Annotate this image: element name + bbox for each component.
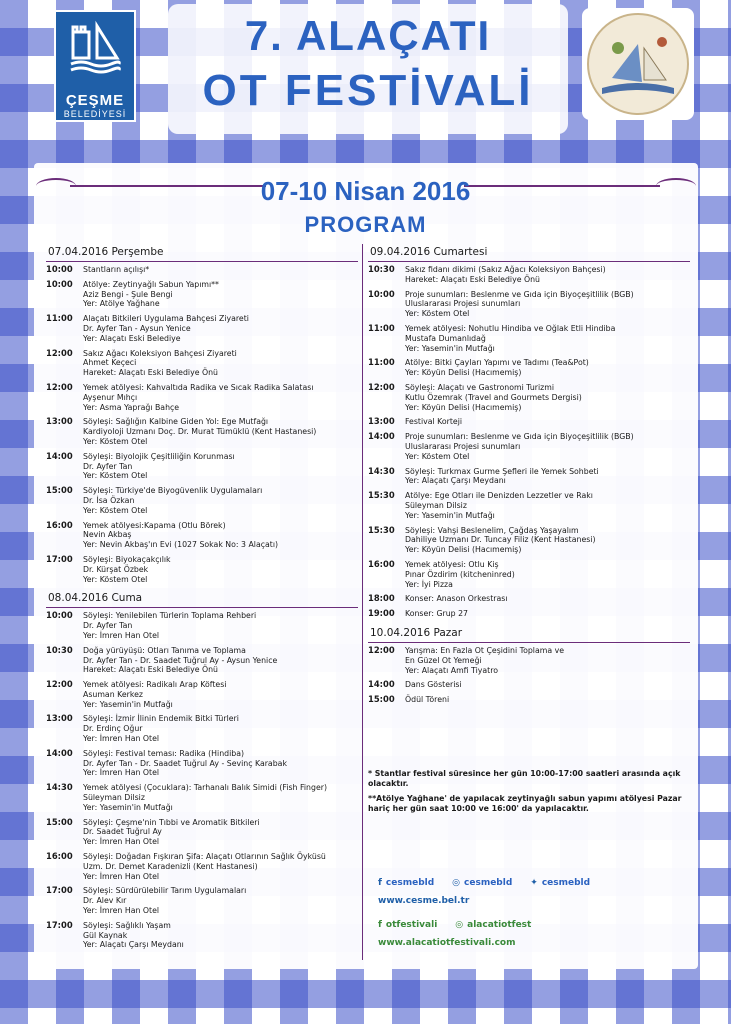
event-line: Yer: Yasemin'in Mutfağı: [83, 699, 173, 709]
social-handle: cesmebld: [541, 878, 591, 888]
social-item[interactable]: [530, 878, 590, 888]
festival-title-line-2: OT FESTİVALİ: [202, 66, 534, 115]
logo-line-1: ÇEŞME: [65, 92, 125, 109]
event-line: Doğa yürüyüşü: Otları Tanıma ve Toplama: [83, 645, 246, 655]
event-line: Söyleşi: İzmir İlinin Endemik Bitki Türleri: [83, 714, 239, 724]
castle-ship-icon: [56, 14, 134, 92]
event-line: Dr. Ayfer Tan: [83, 461, 133, 471]
event-time: 15:30: [368, 524, 395, 535]
event-row: [46, 886, 358, 915]
event-line: Atölye: Zeytinyağlı Sabun Yapımı**: [83, 279, 219, 289]
event-row: [46, 280, 358, 309]
event-line: Dr. Saadet Tuğrul Ay: [83, 827, 162, 837]
event-time: 10:30: [368, 264, 395, 274]
event-line: Nevin Akbaş: [83, 530, 132, 540]
event-line: Yer: Köyün Delisi (Hacımemiş): [405, 402, 522, 412]
event-details: [405, 358, 690, 378]
event-details: [405, 646, 690, 675]
event-time: 12:00: [368, 644, 395, 655]
event-line: Yer: Yasemin'in Mutfağı: [405, 510, 495, 520]
event-row: [368, 432, 690, 461]
event-line: Atölye: Bitki Çayları Yapımı ve Tadımı (Tea&Pot): [405, 358, 589, 368]
event-line: Uzm. Dr. Demet Karadenizli (Kent Hastanesi): [83, 861, 258, 871]
event-row: [46, 714, 358, 743]
event-line: Mustafa Dumanlıdağ: [405, 333, 486, 343]
event-details: [83, 521, 358, 550]
event-row: [46, 555, 358, 584]
event-time: 14:30: [46, 782, 73, 793]
event-line: Gül Kaynak: [83, 930, 128, 940]
event-line: Yer: Köyün Delisi (Hacımemiş): [405, 368, 522, 378]
event-line: Süleyman Dilsiz: [83, 793, 145, 803]
event-details: [83, 314, 358, 343]
event-line: Uluslararası Projesi sunumları: [405, 441, 521, 451]
column-divider: [362, 244, 363, 960]
event-details: [83, 265, 358, 275]
event-row: [46, 749, 358, 778]
event-line: Yemek atölyesi: Nohutlu Hindiba ve Oğlak Etli Hindiba: [405, 323, 616, 333]
event-time: 19:00: [368, 608, 395, 619]
event-time: 11:00: [46, 313, 73, 324]
event-line: Dr. Ayfer Tan - Aysun Yenice: [83, 323, 191, 333]
footnote-1: * Stantlar festival süresince her gün 10:00-17:00 saatleri arasında açık olacaktır.: [368, 769, 681, 788]
event-row: [46, 314, 358, 343]
event-line: Atölye: Ege Otları ile Denizden Lezzetler ve Rakı: [405, 491, 593, 501]
event-row: [368, 417, 690, 427]
event-details: [405, 324, 690, 353]
event-line: En Güzel Ot Yemeği: [405, 655, 482, 665]
event-details: [405, 491, 690, 520]
event-details: [405, 594, 690, 604]
event-time: 17:00: [46, 553, 73, 564]
social-item[interactable]: [378, 878, 434, 888]
event-line: Söyleşi: Sağlıklı Yaşam: [83, 920, 171, 930]
event-line: Yer: İyi Pizza: [405, 579, 453, 589]
event-line: Yemek atölyesi: Kahvaltıda Radika ve Sıcak Radika Salatası: [83, 382, 314, 392]
event-line: Yemek atölyesi:Kapama (Otlu Börek): [83, 520, 226, 530]
event-time: 15:00: [46, 816, 73, 827]
social-handle: otfestivali: [385, 920, 438, 930]
event-line: Konser: Grup 27: [405, 609, 469, 619]
event-row: [368, 265, 690, 285]
event-time: 16:00: [46, 519, 73, 530]
event-time: 12:00: [46, 381, 73, 392]
event-line: Dr. Ayfer Tan - Dr. Saadet Tuğrul Ay - Aysun Yenice: [83, 655, 278, 665]
event-details: [405, 609, 690, 619]
event-time: 14:30: [368, 465, 395, 476]
event-details: [405, 467, 690, 487]
event-details: [83, 749, 358, 778]
event-time: 10:00: [46, 278, 73, 289]
event-time: 10:30: [46, 644, 73, 655]
event-row: [368, 680, 690, 690]
event-line: Aziz Bengi - Şule Bengi: [83, 289, 173, 299]
event-details: [405, 383, 690, 412]
event-details: [83, 555, 358, 584]
event-line: Festival Korteji: [405, 417, 463, 427]
event-time: 12:00: [368, 381, 395, 392]
event-time: 18:00: [368, 593, 395, 604]
cesme-belediyesi-logo: [54, 10, 136, 122]
event-time: 16:00: [368, 558, 395, 569]
event-details: [83, 611, 358, 640]
event-line: Söyleşi: Doğadan Fışkıran Şifa: Alaçatı Otlarının Sağlık Öyküsü: [83, 852, 326, 862]
event-details: [405, 526, 690, 555]
event-row: [46, 265, 358, 275]
event-row: [368, 594, 690, 604]
event-row: [368, 383, 690, 412]
social-item[interactable]: [378, 920, 437, 930]
event-row: [368, 695, 690, 705]
event-time: 15:00: [46, 485, 73, 496]
event-row: [46, 611, 358, 640]
event-line: Proje sunumları: Beslenme ve Gıda için Biyoçeşitlilik (BGB): [405, 289, 634, 299]
event-line: Yer: Alaçatı Çarşı Meydanı: [83, 940, 184, 950]
event-line: Asuman Kerkez: [83, 689, 143, 699]
event-line: Yer: Atölye Yağhane: [83, 299, 160, 309]
event-row: [46, 417, 358, 446]
event-row: [368, 290, 690, 319]
event-details: [83, 349, 358, 378]
event-details: [405, 560, 690, 589]
event-row: [46, 452, 358, 481]
event-line: Ayşenur Mıhçı: [83, 392, 138, 402]
event-time: 13:00: [46, 713, 73, 724]
event-line: Söyleşi: Sürdürülebilir Tarım Uygulamaları: [83, 886, 247, 896]
event-details: [83, 886, 358, 915]
event-row: [46, 486, 358, 515]
event-line: Yemek atölyesi: Radikalı Arap Köftesi: [83, 680, 227, 690]
event-time: 14:00: [46, 747, 73, 758]
event-row: [368, 467, 690, 487]
website-link-1[interactable]: www.cesme.bel.tr: [378, 896, 470, 906]
twitter-icon: ✦: [530, 878, 538, 888]
event-line: Yemek atölyesi (Çocuklara): Tarhanalı Balık Simidi (Fish Finger): [83, 783, 327, 793]
event-details: [83, 921, 358, 950]
event-row: [46, 383, 358, 412]
event-details: [405, 290, 690, 319]
event-line: Dr. Erdinç Oğur: [83, 724, 143, 734]
event-row: [368, 609, 690, 619]
event-row: [368, 491, 690, 520]
event-row: [46, 818, 358, 847]
event-time: 12:00: [46, 679, 73, 690]
event-details: [405, 432, 690, 461]
event-line: Yer: İmren Han Otel: [83, 906, 160, 916]
event-line: Dr. Kürşat Özbek: [83, 564, 149, 574]
festival-title-box: [168, 4, 568, 134]
day-heading: 10.04.2016 Pazar: [368, 625, 690, 643]
social-row-1: [378, 876, 688, 890]
event-time: 12:00: [46, 347, 73, 358]
event-line: Söyleşi: Vahşi Beslenelim, Çağdaş Yaşayalım: [405, 525, 579, 535]
event-line: Yer: Köstem Otel: [405, 309, 470, 319]
event-time: 17:00: [46, 919, 73, 930]
event-time: 17:00: [46, 885, 73, 896]
festival-dates: 07-10 Nisan 2016: [260, 176, 471, 206]
event-line: Kutlu Özemrak (Travel and Gourmets Dergisi): [405, 392, 582, 402]
event-line: Yer: Asma Yaprağı Bahçe: [83, 402, 180, 412]
event-row: [368, 526, 690, 555]
event-details: [83, 417, 358, 446]
instagram-icon: ◎: [452, 878, 461, 888]
event-line: Söyleşi: Alaçatı ve Gastronomi Turizmi: [405, 382, 555, 392]
website-row-2: [378, 936, 688, 950]
event-row: [46, 680, 358, 709]
event-line: Yer: İmren Han Otel: [83, 734, 160, 744]
event-line: Dr. Ayfer Tan: [83, 621, 133, 631]
event-details: [83, 383, 358, 412]
festival-title-line-1: 7. ALAÇATI: [244, 12, 492, 59]
event-time: 10:00: [368, 288, 395, 299]
event-time: 14:00: [368, 679, 395, 690]
event-line: Yer: Nevin Akbaş'ın Evi (1027 Sokak No: 3 Alaçatı): [83, 540, 279, 550]
event-line: Alaçatı Bitkileri Uygulama Bahçesi Ziyareti: [83, 314, 249, 324]
event-line: Yer: Yasemin'in Mutfağı: [83, 802, 173, 812]
event-line: Yer: Köstem Otel: [83, 574, 148, 584]
event-line: Yer: İmren Han Otel: [83, 768, 160, 778]
website-link-2[interactable]: www.alacatiotfestivali.com: [378, 938, 516, 948]
event-row: [46, 349, 358, 378]
event-details: [83, 680, 358, 709]
event-line: Sakız Ağacı Koleksiyon Bahçesi Ziyareti: [83, 348, 237, 358]
event-line: Söyleşi: Turkmax Gurme Şefleri ile Yemek Sohbeti: [405, 466, 599, 476]
social-links: [378, 876, 688, 954]
footnote-2: **Atölye Yağhane' de yapılacak zeytinyağlı sabun yapımı atölyesi Pazar hariç her gün saat 10:00 ve 16:00' da yapılacaktır.: [368, 794, 682, 813]
event-line: Hareket: Alaçatı Eski Belediye Önü: [83, 665, 218, 675]
event-line: Yer: İmren Han Otel: [83, 630, 160, 640]
event-time: 14:00: [46, 450, 73, 461]
event-line: Yer: Köstem Otel: [405, 451, 470, 461]
event-line: Konser: Anason Orkestrası: [405, 594, 508, 604]
event-line: Söyleşi: Türkiye'de Biyogüvenlik Uygulamaları: [83, 486, 263, 496]
social-row-2: [378, 918, 688, 932]
event-row: [46, 921, 358, 950]
program-heading: PROGRAM: [304, 212, 427, 237]
event-line: Dahiliye Uzmanı Dr. Tuncay Filiz (Kent Hastanesi): [405, 535, 596, 545]
event-row: [46, 646, 358, 675]
event-row: [368, 646, 690, 675]
event-line: Yarışma: En Fazla Ot Çeşidini Toplama ve: [405, 645, 564, 655]
event-time: 11:00: [368, 322, 395, 333]
event-time: 11:00: [368, 357, 395, 368]
event-line: Uluslararası Projesi sunumları: [405, 299, 521, 309]
event-line: Kardiyoloji Uzmanı Doç. Dr. Murat Tümüklü (Kent Hastanesi): [83, 427, 317, 437]
event-row: [46, 521, 358, 550]
event-details: [405, 265, 690, 285]
program-column-right: [368, 244, 690, 710]
event-line: Söyleşi: Biyolojik Çeşitliliğin Korunması: [83, 451, 235, 461]
event-line: Hareket: Alaçatı Eski Belediye Önü: [83, 368, 218, 378]
event-details: [83, 852, 358, 881]
event-details: [83, 646, 358, 675]
event-time: 15:00: [368, 694, 395, 705]
event-line: Dans Gösterisi: [405, 680, 462, 690]
facebook-icon: f: [378, 920, 382, 930]
event-time: 13:00: [46, 416, 73, 427]
event-row: [368, 324, 690, 353]
social-item[interactable]: [455, 920, 531, 930]
event-time: 16:00: [46, 851, 73, 862]
logo-line-2: BELEDİYESİ: [63, 109, 127, 119]
event-line: Söyleşi: Çeşme'nin Tıbbi ve Aromatik Bitkileri: [83, 817, 260, 827]
social-handle: cesmebld: [385, 878, 435, 888]
event-time: 13:00: [368, 416, 395, 427]
event-line: Söyleşi: Sağlığın Kalbine Giden Yol: Ege Mutfağı: [83, 417, 269, 427]
event-line: Yer: Yasemin'in Mutfağı: [405, 343, 495, 353]
event-line: Yer: Köstem Otel: [83, 436, 148, 446]
event-details: [405, 680, 690, 690]
event-line: Yer: Alaçatı Çarşı Meydanı: [405, 476, 506, 486]
event-details: [83, 280, 358, 309]
day-heading: 07.04.2016 Perşembe: [46, 244, 358, 262]
event-line: Yer: İmren Han Otel: [83, 871, 160, 881]
event-line: Söyleşi: Festival teması: Radika (Hindiba): [83, 748, 245, 758]
event-line: Yemek atölyesi: Otlu Kiş: [405, 559, 499, 569]
event-row: [46, 852, 358, 881]
event-details: [405, 417, 690, 427]
event-line: Yer: Köstem Otel: [83, 471, 148, 481]
event-line: Stantların açılışı*: [83, 265, 150, 274]
event-line: Yer: Alaçatı Eski Belediye: [83, 333, 181, 343]
social-handle: alacatiotfest: [467, 920, 532, 930]
event-line: Proje sunumları: Beslenme ve Gıda için Biyoçeşitlilik (BGB): [405, 432, 634, 442]
website-row-1: [378, 894, 688, 908]
day-heading: 09.04.2016 Cumartesi: [368, 244, 690, 262]
event-line: Sakız fidanı dikimi (Sakız Ağacı Koleksiyon Bahçesi): [405, 265, 606, 274]
event-details: [83, 714, 358, 743]
event-line: Söyleşi: Biyokaçakçılık: [83, 554, 171, 564]
event-time: 14:00: [368, 431, 395, 442]
program-column-left: [46, 244, 358, 955]
facebook-icon: f: [378, 878, 382, 888]
event-line: Söyleşi: Yenilebilen Türlerin Toplama Rehberi: [83, 611, 257, 621]
event-details: [405, 695, 690, 705]
event-row: [368, 560, 690, 589]
event-line: Dr. İsa Özkan: [83, 495, 135, 505]
event-details: [83, 452, 358, 481]
event-row: [368, 358, 690, 378]
event-line: Dr. Ayfer Tan - Dr. Saadet Tuğrul Ay - Sevinç Karabak: [83, 758, 287, 768]
event-time: 15:30: [368, 490, 395, 501]
event-line: Hareket: Alaçatı Eski Belediye Önü: [405, 274, 540, 284]
event-line: Yer: Köstem Otel: [83, 505, 148, 515]
event-details: [83, 486, 358, 515]
event-details: [83, 783, 358, 812]
event-line: Ahmet Keçeci: [83, 358, 137, 368]
event-line: Dr. Alev Kır: [83, 896, 127, 906]
day-heading: 08.04.2016 Cuma: [46, 590, 358, 608]
festival-emblem-icon: [582, 8, 694, 120]
event-line: Yer: Alaçatı Amfi Tiyatro: [405, 665, 499, 675]
event-row: [46, 783, 358, 812]
event-line: Yer: Köyün Delisi (Hacımemiş): [405, 545, 522, 555]
event-line: Süleyman Dilsiz: [405, 500, 467, 510]
event-line: Pınar Özdirim (kitcheninred): [405, 569, 515, 579]
instagram-icon: ◎: [455, 920, 464, 930]
social-item[interactable]: [452, 878, 512, 888]
footnotes: [368, 769, 694, 819]
event-details: [83, 818, 358, 847]
event-line: Yer: İmren Han Otel: [83, 837, 160, 847]
event-line: Ödül Töreni: [405, 695, 450, 705]
event-time: 10:00: [46, 264, 73, 274]
event-time: 10:00: [46, 610, 73, 621]
social-handle: cesmebld: [464, 878, 513, 888]
